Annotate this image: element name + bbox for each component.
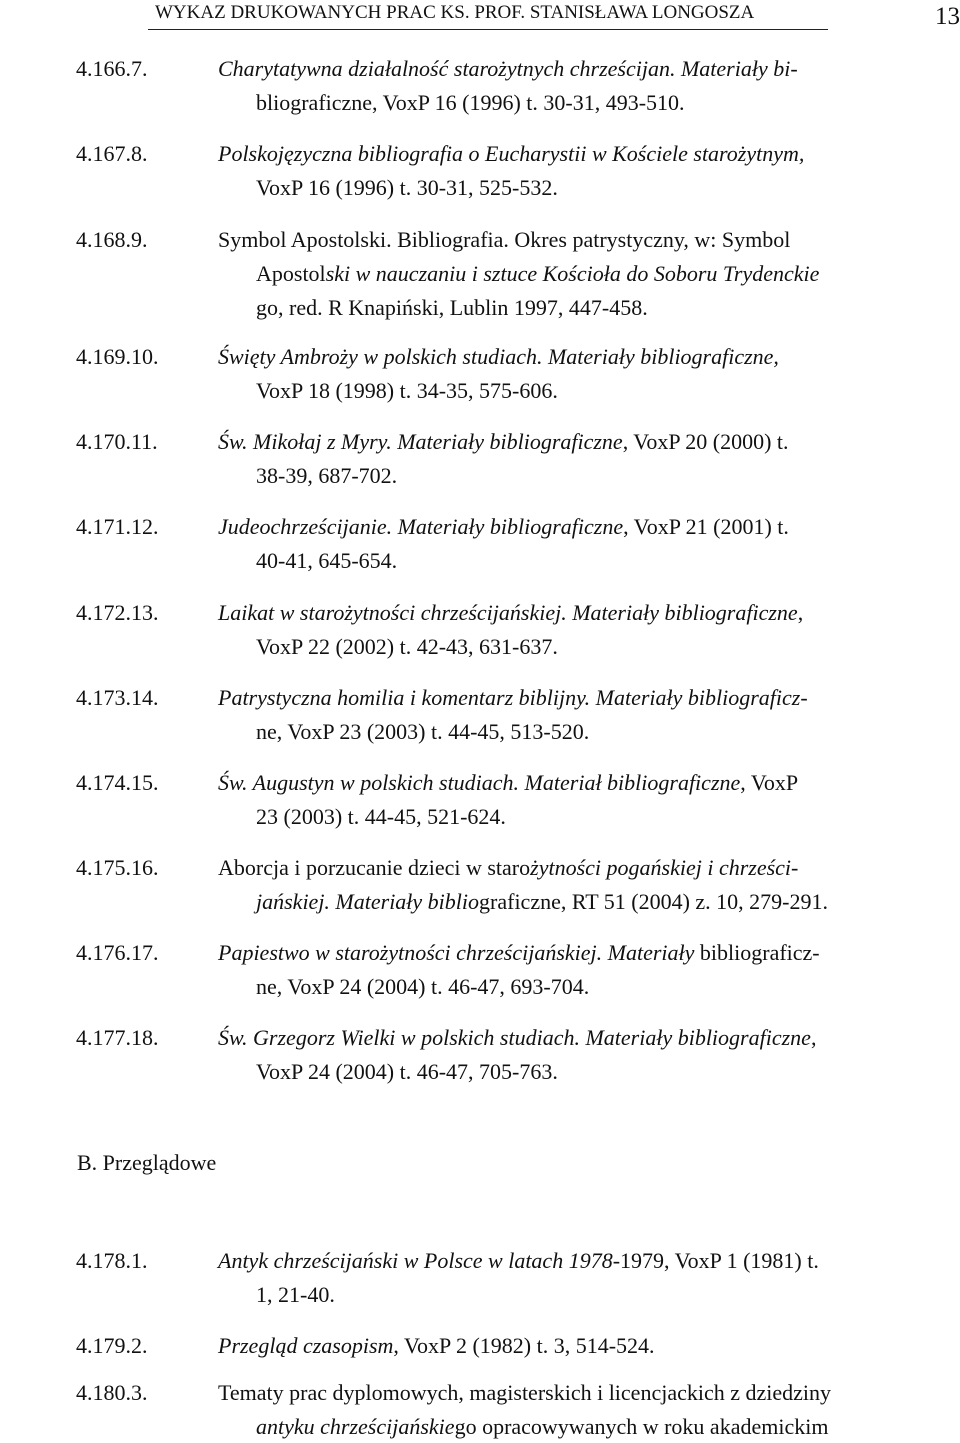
italic-text: Laikat w starożytności chrześcijańskiej. Materiały bibliograficzne <box>218 600 798 625</box>
entry-text-line <box>256 716 589 748</box>
regular-text: VoxP 18 (1998) t. 34-35, 575-606. <box>256 378 558 403</box>
entry-number: 4.175.16. <box>76 855 159 880</box>
regular-text: 1, 21-40. <box>256 1282 335 1307</box>
entry-text-line <box>256 545 397 577</box>
entry-number: 4.180.3. <box>76 1380 148 1405</box>
page-number: 13 <box>935 3 960 30</box>
italic-text: Św. Mikołaj z Myry. Materiały bibliograficzne <box>218 429 623 454</box>
regular-text: ne, VoxP 23 (2003) t. 44-45, 513-520. <box>256 719 590 744</box>
italic-text: Papiestwo w starożytności chrześcijańskiej. Materiały <box>218 940 700 965</box>
entry-text-line <box>218 426 789 458</box>
entry-number: 4.170.11. <box>76 429 158 454</box>
regular-text: , VoxP 2 (1982) t. 3, 514-524. <box>393 1333 655 1358</box>
entry-number: 4.167.8. <box>76 141 148 166</box>
page-header <box>0 0 960 42</box>
regular-text: 23 (2003) t. 44-45, 521-624. <box>256 804 506 829</box>
entry-number: 4.179.2. <box>76 1333 148 1358</box>
italic-text: Św. Augustyn w polskich studiach. Materiał bibliograficzne <box>218 770 741 795</box>
regular-text: go opracowywanych w roku akademickim <box>454 1414 829 1439</box>
entry-text-line <box>256 460 397 492</box>
entry-text-line <box>256 87 685 119</box>
regular-text: , VoxP 21 (2001) t. <box>623 514 789 539</box>
entry-text-line <box>256 631 558 663</box>
italic-text: Przegląd czasopism <box>218 1333 394 1358</box>
italic-text: antyku chrześcijańskie <box>256 1414 455 1439</box>
regular-text: graficzne, RT 51 (2004) z. 10, 279-291. <box>479 889 828 914</box>
entry-text-line <box>218 1245 819 1277</box>
entry-text-line <box>256 292 648 324</box>
regular-text: , VoxP <box>740 770 799 795</box>
entry-text-line <box>256 258 819 290</box>
entry-text-line <box>218 597 803 629</box>
regular-text: VoxP 16 (1996) t. 30-31, 525-532. <box>256 175 558 200</box>
regular-text: 40-41, 645-654. <box>256 548 398 573</box>
entry-text-line <box>218 511 789 543</box>
entry-number: 4.178.1. <box>76 1248 148 1273</box>
entry-text-line <box>256 886 828 918</box>
entry-text-line <box>218 53 798 85</box>
entry-text-line <box>256 172 558 204</box>
entry-text-line <box>256 971 589 1003</box>
regular-text: Apostol <box>256 261 326 286</box>
entry-number: 4.168.9. <box>76 227 148 252</box>
italic-text: Św. Grzegorz Wielki w polskich studiach. Materiały bibliograficzne <box>218 1025 811 1050</box>
entry-text-line <box>256 1279 335 1311</box>
entry-text-line <box>218 852 798 884</box>
italic-text: Charytatywna działalność starożytnych chrześcijan. Materiały bi- <box>218 56 798 81</box>
entry-text-line <box>256 1056 558 1088</box>
regular-text: ne, VoxP 24 (2004) t. 46-47, 693-704. <box>256 974 590 999</box>
regular-text: , <box>810 1025 817 1050</box>
entry-number: 4.173.14. <box>76 685 159 710</box>
entry-text-line <box>218 341 779 373</box>
running-header-title: WYKAZ DRUKOWANYCH PRAC KS. PROF. STANISŁAWA LONGOSZA <box>155 2 755 23</box>
entry-text-line <box>218 767 798 799</box>
entry-number: 4.174.15. <box>76 770 159 795</box>
italic-text: Judeochrześcijanie. Materiały bibliograficzne <box>218 514 624 539</box>
italic-text: Antyk chrześcijański w Polsce w latach 1978 <box>218 1248 613 1273</box>
entry-text-line <box>218 937 820 969</box>
regular-text: , <box>797 600 804 625</box>
italic-text: jańskiej. Materiały biblio <box>256 889 480 914</box>
regular-text: Symbol Apostolski. Bibliografia. Okres patrystyczny, w: Symbol <box>218 227 791 252</box>
italic-text: Polskojęzyczna bibliografia o Eucharystii w Kościele starożytnym, <box>218 141 805 166</box>
entry-text-line <box>218 1330 655 1362</box>
regular-text: go, red. R Knapiński, Lublin 1997, 447-458. <box>256 295 648 320</box>
entry-number: 4.176.17. <box>76 940 159 965</box>
regular-text: -1979, VoxP 1 (1981) t. <box>612 1248 819 1273</box>
entry-text-line <box>256 801 506 833</box>
entry-text-line <box>256 375 558 407</box>
entry-number: 4.166.7. <box>76 56 148 81</box>
entry-text-line <box>218 682 808 714</box>
entry-number: 4.177.18. <box>76 1025 159 1050</box>
entry-number: 4.169.10. <box>76 344 159 369</box>
regular-text: VoxP 22 (2002) t. 42-43, 631-637. <box>256 634 558 659</box>
entry-text-line <box>218 224 790 256</box>
entry-number: 4.172.13. <box>76 600 159 625</box>
regular-text: Tematy prac dyplomowych, magisterskich i licencjackich z dziedziny <box>218 1380 832 1405</box>
entry-text-line <box>218 1022 816 1054</box>
entry-number: 4.171.12. <box>76 514 159 539</box>
italic-text: Święty Ambroży w polskich studiach. Materiały bibliograficzne, <box>218 344 779 369</box>
regular-text: Aborcja i porzucanie dzieci w staro <box>218 855 531 880</box>
regular-text: , VoxP 20 (2000) t. <box>622 429 789 454</box>
regular-text: VoxP 24 (2004) t. 46-47, 705-763. <box>256 1059 558 1084</box>
italic-text: Patrystyczna homilia i komentarz biblijny. Materiały bibliograficz- <box>218 685 808 710</box>
regular-text: bliograficzne, VoxP 16 (1996) t. 30-31, 493-510. <box>256 90 685 115</box>
entry-text-line <box>218 1377 831 1409</box>
entry-text-line <box>256 1411 828 1443</box>
italic-text: żytności pogańskiej i chrześci- <box>530 855 799 880</box>
regular-text: bibliograficz- <box>699 940 820 965</box>
entry-text-line <box>218 138 804 170</box>
header-rule <box>148 29 828 30</box>
italic-text: ski w nauczaniu i sztuce Kościoła do Soboru Trydenckie <box>325 261 820 286</box>
section-heading: B. Przeglądowe <box>77 1150 217 1175</box>
regular-text: 38-39, 687-702. <box>256 463 398 488</box>
